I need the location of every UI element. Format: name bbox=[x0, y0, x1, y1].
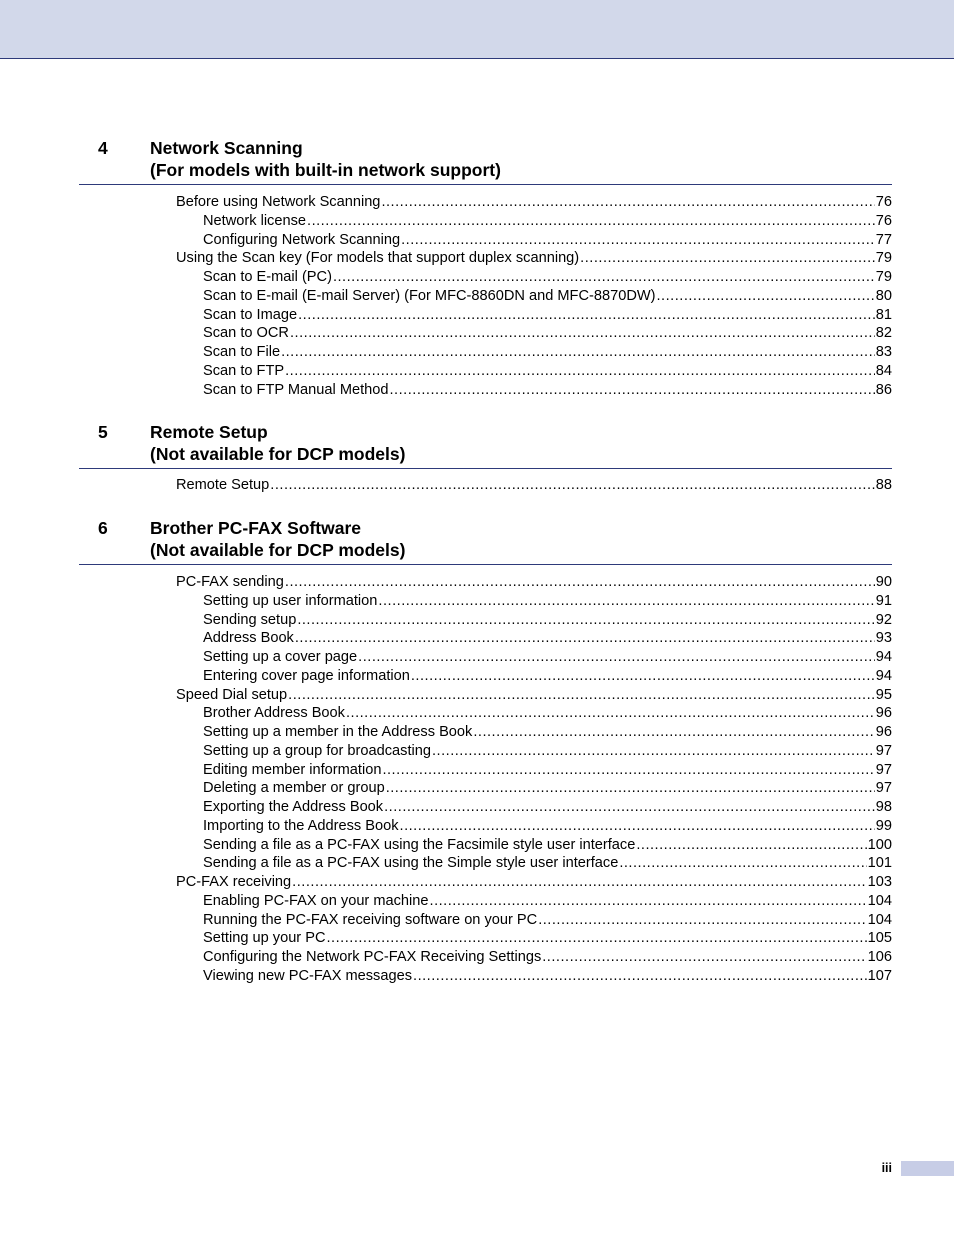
dot-leader bbox=[580, 249, 875, 268]
dot-leader bbox=[358, 648, 875, 667]
toc-entry-page: 81 bbox=[875, 306, 892, 323]
dot-leader bbox=[538, 911, 866, 930]
toc-entry-title: Scan to Image bbox=[203, 306, 298, 323]
toc-entry-title: Address Book bbox=[203, 630, 294, 647]
toc-entry-title: PC-FAX sending bbox=[176, 574, 284, 590]
toc-entry-page: 105 bbox=[867, 930, 892, 947]
toc-entry-page: 94 bbox=[875, 649, 892, 665]
toc-entry-title: Sending a file as a PC-FAX using the Facsimile style user interface bbox=[203, 836, 636, 853]
dot-leader bbox=[381, 193, 874, 212]
dot-leader bbox=[281, 343, 875, 362]
section-rule bbox=[79, 468, 892, 469]
toc-entry-page: 82 bbox=[875, 325, 892, 342]
toc-entry[interactable] bbox=[203, 723, 892, 742]
toc-entry[interactable] bbox=[203, 629, 892, 648]
toc-entry[interactable] bbox=[203, 667, 892, 686]
toc-entry[interactable] bbox=[203, 611, 892, 630]
toc-entry[interactable] bbox=[203, 817, 892, 836]
toc-entry[interactable] bbox=[203, 798, 892, 817]
toc-entry-page: 95 bbox=[875, 686, 892, 703]
toc-entry-title: Editing member information bbox=[203, 761, 382, 778]
dot-leader bbox=[288, 686, 875, 705]
toc-entry[interactable] bbox=[203, 948, 892, 967]
toc-entry-page: 99 bbox=[875, 817, 892, 834]
toc-entry[interactable] bbox=[203, 854, 892, 873]
toc-entry-title: Enabling PC-FAX on your machine bbox=[203, 892, 429, 909]
dot-leader bbox=[290, 324, 875, 343]
dot-leader bbox=[473, 723, 874, 742]
toc-entry[interactable] bbox=[176, 573, 892, 592]
toc-entry-title: Scan to FTP Manual Method bbox=[203, 381, 389, 398]
toc-entry[interactable] bbox=[176, 873, 892, 892]
toc-entry-title: Setting up your PC bbox=[203, 930, 326, 947]
toc-entry[interactable] bbox=[203, 836, 892, 855]
dot-leader bbox=[542, 948, 866, 967]
dot-leader bbox=[327, 929, 867, 948]
dot-leader bbox=[307, 212, 875, 231]
section-title-line1: Network Scanning bbox=[150, 138, 303, 158]
toc-entry-title: Running the PC-FAX receiving software on your PC bbox=[203, 911, 538, 928]
toc-entry[interactable] bbox=[203, 742, 892, 761]
header-band bbox=[0, 0, 954, 59]
toc-entry[interactable] bbox=[203, 779, 892, 798]
toc-entry[interactable] bbox=[176, 193, 892, 212]
toc-entry-page: 94 bbox=[875, 667, 892, 684]
toc-entry-title: Importing to the Address Book bbox=[203, 817, 399, 834]
dot-leader bbox=[292, 873, 866, 892]
toc-entry-title: Viewing new PC-FAX messages bbox=[203, 967, 413, 984]
dot-leader bbox=[295, 629, 875, 648]
toc-entry-title: Exporting the Address Book bbox=[203, 799, 384, 815]
toc-entry[interactable] bbox=[203, 306, 892, 325]
toc-entry-page: 79 bbox=[875, 250, 892, 267]
toc-entry-page: 104 bbox=[867, 911, 892, 928]
section-rule bbox=[79, 564, 892, 565]
toc-entry-page: 97 bbox=[875, 761, 892, 778]
toc-entry[interactable] bbox=[203, 761, 892, 780]
dot-leader bbox=[298, 306, 875, 325]
toc-entry-page: 83 bbox=[875, 344, 892, 360]
toc-entry-title: Entering cover page information bbox=[203, 667, 410, 684]
toc-entry-title: Speed Dial setup bbox=[176, 686, 288, 703]
toc-entry[interactable] bbox=[203, 231, 892, 250]
section-title-line1: Brother PC-FAX Software bbox=[150, 518, 361, 538]
dot-leader bbox=[285, 362, 875, 381]
toc-entry-page: 88 bbox=[875, 477, 892, 493]
toc-entry-title: Scan to E-mail (PC) bbox=[203, 269, 332, 285]
dot-leader bbox=[432, 742, 875, 761]
section-number: 4 bbox=[98, 138, 108, 158]
toc-entry-title: Remote Setup bbox=[176, 477, 270, 493]
dot-leader bbox=[297, 611, 874, 630]
toc-entry-title: Scan to File bbox=[203, 344, 281, 360]
toc-entry-page: 96 bbox=[875, 705, 892, 722]
toc-entry-title: Scan to FTP bbox=[203, 362, 285, 379]
dot-leader bbox=[270, 476, 874, 495]
toc-entry[interactable] bbox=[203, 704, 892, 723]
toc-entry-page: 97 bbox=[875, 742, 892, 759]
toc-entry-title: Before using Network Scanning bbox=[176, 194, 381, 210]
dot-leader bbox=[619, 854, 866, 873]
section-title-line2: (Not available for DCP models) bbox=[150, 444, 406, 464]
dot-leader bbox=[390, 381, 875, 400]
toc-entry[interactable] bbox=[203, 892, 892, 911]
toc-entry-page: 77 bbox=[875, 231, 892, 248]
toc-entry-page: 106 bbox=[867, 949, 892, 965]
toc-entry-page: 90 bbox=[875, 574, 892, 590]
dot-leader bbox=[401, 231, 875, 250]
toc-entry-title: Network license bbox=[203, 212, 307, 229]
section-title-line1: Remote Setup bbox=[150, 422, 268, 442]
dot-leader bbox=[411, 667, 875, 686]
toc-entry-page: 98 bbox=[875, 799, 892, 815]
toc-entry-title: Sending a file as a PC-FAX using the Simple style user interface bbox=[203, 855, 619, 872]
page-tab-marker bbox=[901, 1161, 954, 1176]
toc-entry[interactable] bbox=[203, 362, 892, 381]
page-number: iii bbox=[881, 1161, 892, 1175]
toc-entry-page: 76 bbox=[875, 212, 892, 229]
toc-entry-page: 107 bbox=[867, 967, 892, 984]
toc-entry[interactable] bbox=[176, 476, 892, 495]
section-title bbox=[150, 137, 501, 181]
section-title-line2: (Not available for DCP models) bbox=[150, 540, 406, 560]
toc-entry-page: 79 bbox=[875, 269, 892, 285]
toc-entry-page: 103 bbox=[867, 874, 892, 890]
toc-entry-title: Using the Scan key (For models that support duplex scanning) bbox=[176, 250, 580, 267]
toc-entry-page: 93 bbox=[875, 630, 892, 647]
toc-entry-title: Configuring the Network PC-FAX Receiving Settings bbox=[203, 949, 542, 965]
toc-entry-title: Setting up a group for broadcasting bbox=[203, 742, 431, 759]
toc-entry[interactable] bbox=[203, 648, 892, 667]
dot-leader bbox=[430, 892, 867, 911]
toc-entry-page: 91 bbox=[875, 592, 892, 609]
dot-leader bbox=[382, 761, 874, 780]
toc-entry[interactable] bbox=[176, 686, 892, 705]
dot-leader bbox=[285, 573, 875, 592]
toc-entry-title: Setting up a member in the Address Book bbox=[203, 724, 473, 740]
toc-entry[interactable] bbox=[203, 592, 892, 611]
section-number: 5 bbox=[98, 422, 108, 442]
toc-entry[interactable] bbox=[203, 381, 892, 400]
toc-entry[interactable] bbox=[203, 967, 892, 986]
toc-entry-page: 86 bbox=[875, 381, 892, 398]
toc-entry-title: Deleting a member or group bbox=[203, 780, 385, 797]
toc-entry[interactable] bbox=[176, 249, 892, 268]
dot-leader bbox=[386, 779, 875, 798]
toc-entry-page: 80 bbox=[875, 287, 892, 304]
toc-entry[interactable] bbox=[203, 911, 892, 930]
dot-leader bbox=[333, 268, 875, 287]
toc-entry-page: 101 bbox=[867, 855, 892, 872]
section-title-line2: (For models with built-in network support) bbox=[150, 160, 501, 180]
toc-entry-title: PC-FAX receiving bbox=[176, 874, 292, 890]
toc-entry[interactable] bbox=[203, 212, 892, 231]
toc-entry-page: 100 bbox=[867, 836, 892, 853]
toc-entry[interactable] bbox=[203, 929, 892, 948]
dot-leader bbox=[413, 967, 867, 986]
section-rule bbox=[79, 184, 892, 185]
dot-leader bbox=[346, 704, 875, 723]
dot-leader bbox=[400, 817, 875, 836]
dot-leader bbox=[657, 287, 875, 306]
toc-entry-page: 84 bbox=[875, 362, 892, 379]
toc-entry[interactable] bbox=[203, 287, 892, 306]
toc-entry-title: Brother Address Book bbox=[203, 705, 345, 722]
toc-entry-page: 104 bbox=[867, 892, 892, 909]
toc-entry-page: 97 bbox=[875, 780, 892, 797]
section-title bbox=[150, 517, 405, 561]
toc-entry[interactable] bbox=[203, 268, 892, 287]
dot-leader bbox=[636, 836, 866, 855]
dot-leader bbox=[378, 592, 874, 611]
toc-entry-title: Configuring Network Scanning bbox=[203, 231, 401, 248]
dot-leader bbox=[384, 798, 875, 817]
toc-entry-title: Scan to E-mail (E-mail Server) (For MFC-8860DN and MFC-8870DW) bbox=[203, 287, 656, 304]
section-title bbox=[150, 421, 405, 465]
toc-entry-page: 96 bbox=[875, 724, 892, 740]
toc-entry[interactable] bbox=[203, 343, 892, 362]
toc-entry-page: 92 bbox=[875, 611, 892, 628]
toc-entry[interactable] bbox=[203, 324, 892, 343]
toc-entry-title: Sending setup bbox=[203, 611, 297, 628]
toc-entry-title: Setting up a cover page bbox=[203, 649, 358, 665]
toc-entry-page: 76 bbox=[875, 194, 892, 210]
toc-entry-title: Scan to OCR bbox=[203, 325, 289, 342]
toc-entry-title: Setting up user information bbox=[203, 592, 378, 609]
section-number: 6 bbox=[98, 518, 108, 538]
